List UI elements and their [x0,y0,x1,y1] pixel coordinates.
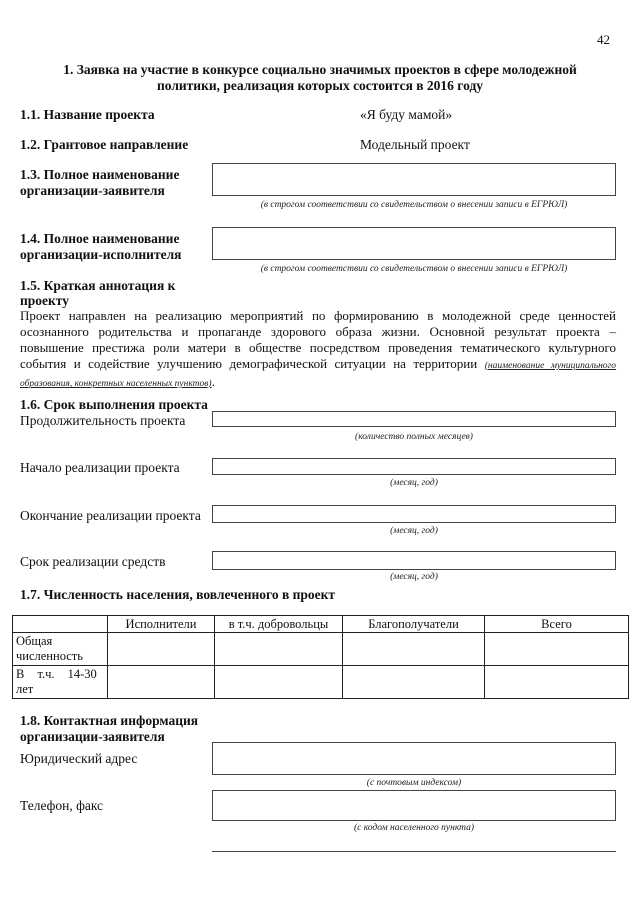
project-name-value: «Я буду мамой» [360,107,453,122]
start-hint: (месяц, год) [390,478,438,488]
start-label: Начало реализации проекта [20,460,180,475]
applicant-org-hint: (в строгом соответствии со свидетельством о внесении записи в ЕГРЮЛ) [260,200,568,210]
population-label: 1.7. Численность населения, вовлеченного в проект [20,587,336,602]
table-cell[interactable] [108,666,215,699]
row-label: Общая численность [13,633,108,666]
legal-address-label: Юридический адрес [20,751,138,766]
contact-info-label-line1: 1.8. Контактная информация [20,713,199,728]
applicant-org-label-line2: организации-заявителя [20,183,165,198]
start-field[interactable] [212,458,616,475]
executor-org-label-line1: 1.4. Полное наименование [20,231,180,246]
end-label: Окончание реализации проекта [20,508,201,523]
end-hint: (месяц, год) [390,526,438,536]
table-cell[interactable] [343,633,485,666]
project-name-label: 1.1. Название проекта [20,107,155,122]
population-table-header [13,616,629,633]
executor-org-field[interactable] [212,227,616,260]
table-header-cell: Всего [485,616,629,633]
table-row [13,633,629,666]
table-row [13,666,629,699]
funds-term-label: Срок реализации средств [20,554,166,569]
table-header-cell: Благополучатели [343,616,485,633]
table-cell[interactable] [343,666,485,699]
end-field[interactable] [212,505,616,523]
executor-org-hint: (в строгом соответствии со свидетельством о внесении записи в ЕГРЮЛ) [260,264,568,274]
bottom-divider [212,851,616,852]
funds-term-hint: (месяц, год) [390,572,438,582]
term-label: 1.6. Срок выполнения проекта [20,397,208,412]
annotation-text-block [20,308,616,392]
grant-direction-label: 1.2. Грантовое направление [20,137,189,152]
executor-org-label-line2: организации-исполнителя [20,247,182,262]
table-cell[interactable] [108,633,215,666]
contact-info-label-line2: организации-заявителя [20,729,165,744]
annotation-text: Проект направлен на реализацию мероприятий по формированию в молодежной среде ценностей осознанного родительства и пропаганде здорового образа жизни. Основной результат проекта – повышение престижа роли матери в обществе посредством проведения тематического культурного события и содействие улучшению демографической ситуации на территории [20,308,616,371]
annotation-text-hint: (наименование муниципального образования, конкретных населенных пунктов) [20,361,617,389]
table-header-cell [13,616,108,633]
executor-org-label [20,231,181,263]
phone-fax-label: Телефон, факс [20,798,104,813]
duration-field[interactable] [212,411,616,427]
table-header-cell: в т.ч. добровольцы [215,616,343,633]
table-cell[interactable] [215,666,343,699]
phone-fax-hint: (с кодом населенного пункта) [353,823,475,833]
applicant-org-field[interactable] [212,163,616,196]
duration-hint: (количество полных месяцев) [355,432,473,442]
contact-info-label [20,713,198,745]
table-cell[interactable] [485,666,629,699]
funds-term-field[interactable] [212,551,616,570]
grant-direction-value: Модельный проект [360,137,470,152]
annotation-label-line2: проекту [20,293,70,308]
population-table [12,615,629,699]
annotation-label [20,278,175,308]
title-line-1: 1. Заявка на участие в конкурсе социально значимых проектов в сфере молодежной [63,62,577,77]
applicant-org-label [20,167,179,199]
duration-label: Продолжительность проекта [20,413,186,428]
table-cell[interactable] [485,633,629,666]
page-number: 42 [597,32,610,47]
annotation-text-end: . [211,374,215,389]
table-cell[interactable] [215,633,343,666]
applicant-org-label-line1: 1.3. Полное наименование [20,167,180,182]
phone-fax-field[interactable] [212,790,616,821]
page-title [0,62,640,94]
annotation-label-line1: 1.5. Краткая аннотация к [20,278,176,293]
legal-address-hint: (с почтовым индексом) [366,778,462,788]
row-label: В т.ч. 14-30 лет [13,666,108,699]
legal-address-field[interactable] [212,742,616,775]
table-header-cell: Исполнители [108,616,215,633]
title-line-2: политики, реализация которых состоится в 2016 году [156,78,484,93]
